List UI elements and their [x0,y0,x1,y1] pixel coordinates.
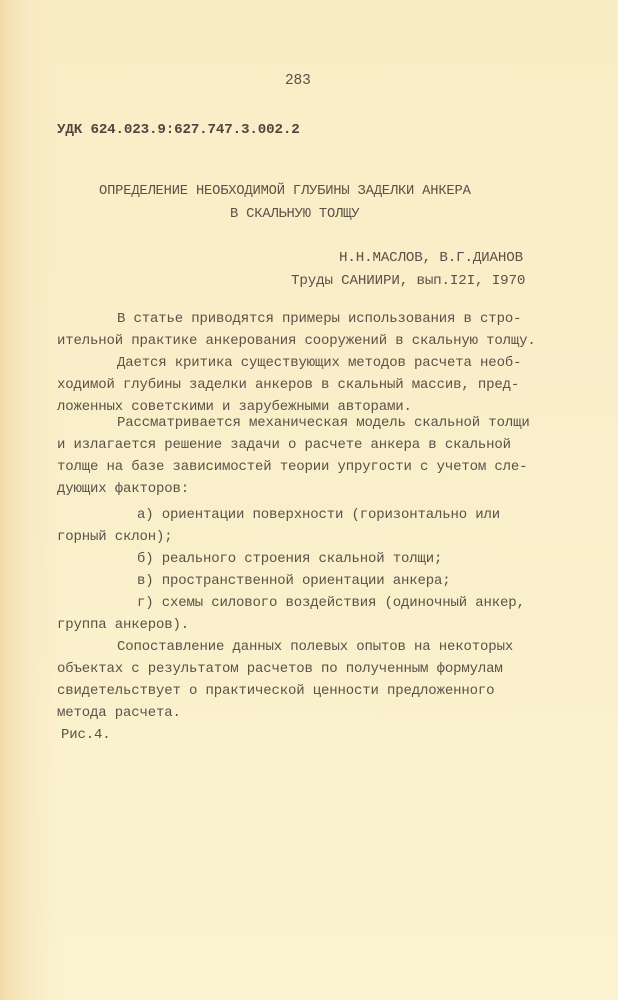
factor-list-item: а) ориентации поверхности (горизонтально или [137,507,501,523]
article-title-line-1: ОПРЕДЕЛЕНИЕ НЕОБХОДИМОЙ ГЛУБИНЫ ЗАДЕЛКИ АНКЕРА [99,184,471,199]
factor-list-item: в) пространственной ориентации анкера; [137,573,451,589]
abstract-line: дующих факторов: [57,481,190,497]
factor-list-item: группа анкеров). [57,617,190,633]
abstract-line: ложенных советскими и зарубежными авторами. [57,399,412,415]
abstract-line: объектах с результатом расчетов по полученным формулам [57,661,503,677]
abstract-line: толще на базе зависимостей теории упругости с учетом сле- [57,459,528,475]
udk-code: УДК 624.023.9:627.747.3.002.2 [57,122,300,138]
figure-count: Рис.4. [61,727,111,743]
abstract-line: Дается критика существующих методов расчета необ- [117,355,522,371]
abstract-line: и излагается решение задачи о расчете анкера в скальной [57,437,511,453]
factor-list-item: г) схемы силового воздействия (одиночный анкер, [137,595,525,611]
abstract-line: В статье приводятся примеры использования в стро- [117,311,522,327]
factor-list-item: б) реального строения скальной толщи; [137,551,443,567]
page-number: 283 [285,73,311,89]
publication-source: Труды САНИИРИ, вып.I2I, I970 [291,273,526,289]
article-title-line-2: В СКАЛЬНУЮ ТОЛЩУ [230,207,360,222]
abstract-line: свидетельствует о практической ценности предложенного [57,683,495,699]
abstract-line: Сопоставление данных полевых опытов на некоторых [117,639,514,655]
abstract-line: метода расчета. [57,705,181,721]
factor-list-item: горный склон); [57,529,173,545]
abstract-line: Рассматривается механическая модель скальной толщи [117,415,530,431]
abstract-line: ительной практике анкерования сооружений в скальную толщу. [57,333,536,349]
abstract-line: ходимой глубины заделки анкеров в скальный массив, пред- [57,377,520,393]
authors: Н.Н.МАСЛОВ, В.Г.ДИАНОВ [339,250,524,266]
